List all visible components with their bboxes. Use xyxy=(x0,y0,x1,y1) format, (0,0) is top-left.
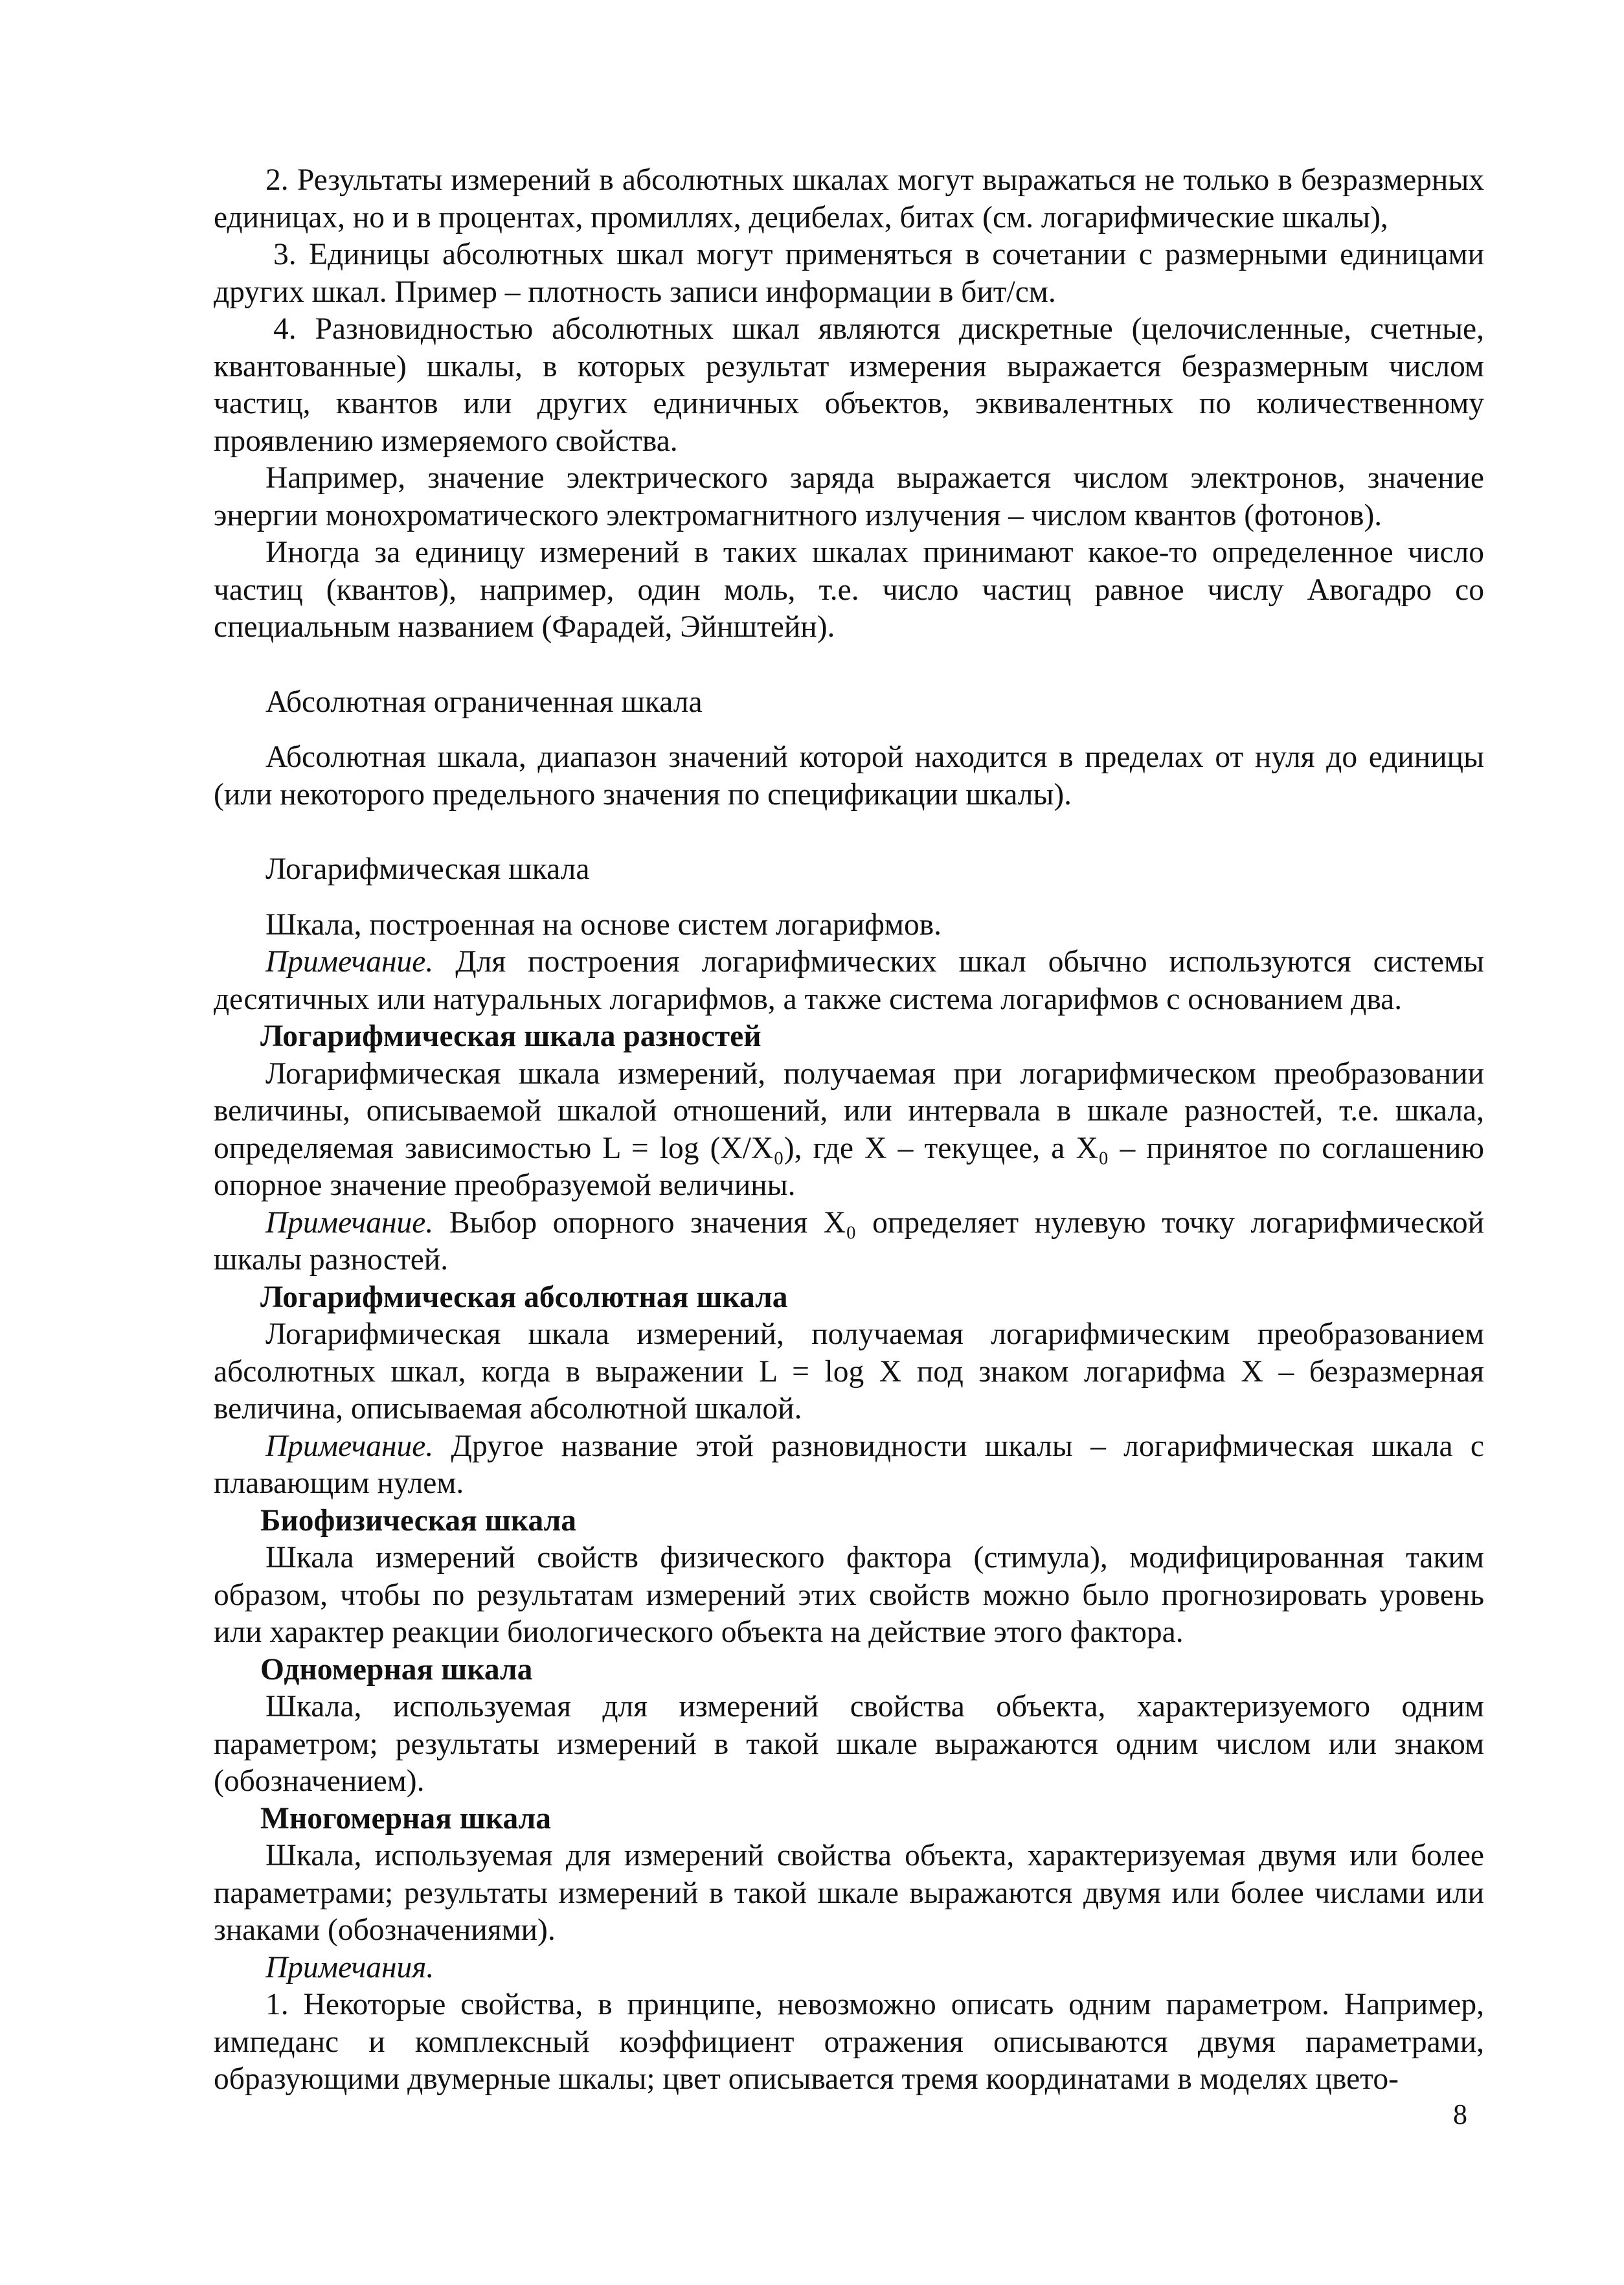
paragraph: Иногда за единицу измерений в таких шкалах принимают какое-то определенное число частиц (квантов), например, один моль, т.е. число частиц равное числу Авогадро со специальным названием (Фарадей, Эйнштейн). xyxy=(214,536,1484,644)
term-title: Логарифмическая абсолютная шкала xyxy=(260,1280,788,1314)
note-paragraph xyxy=(214,1205,1484,1279)
note-paragraph xyxy=(214,1428,1484,1503)
section-heading: Абсолютная ограниченная шкала xyxy=(265,685,703,719)
note-text: Выбор опорного значения X₀ определяет нулевую точку логарифмической шкалы разностей. xyxy=(214,1205,1484,1277)
paragraph: Шкала измерений свойств физического фактора (стимула), модифицированная таким образом, чтобы по результатам измерений этих свойств можно было прогнозировать уровень или характер реакции биологического объекта на действие этого фактора. xyxy=(214,1541,1484,1649)
paragraph: Абсолютная шкала, диапазон значений которой находится в пределах от нуля до единицы (или некоторого предельного значения по спецификации шкалы). xyxy=(214,740,1484,812)
paragraph: Шкала, используемая для измерений свойства объекта, характеризуемая двумя или более параметрами; результаты измерений в такой шкале выражаются двумя или более числами или знаками (обозначениями). xyxy=(214,1839,1484,1947)
paragraph: Шкала, используемая для измерений свойства объекта, характеризуемого одним параметром; результаты измерений в такой шкале выражаются одним числом или знаком (обозначением). xyxy=(214,1690,1484,1798)
paragraph: Шкала, построенная на основе систем логарифмов. xyxy=(265,907,942,942)
page-number: 8 xyxy=(1453,2098,1467,2130)
term-title: Многомерная шкала xyxy=(260,1801,552,1836)
note-label: Примечание. xyxy=(265,1429,434,1463)
note-paragraph xyxy=(214,944,1484,1018)
paragraph: Логарифмическая шкала измерений, получаемая логарифмическим преобразованием абсолютных шкал, когда в выражении L = log X под знаком логарифма X – безразмерная величина, описываемая абсолютной шкалой. xyxy=(214,1317,1484,1426)
paragraph: 3. Единицы абсолютных шкал могут применяться в сочетании с размерными единицами других шкал. Пример – плотность записи информации в бит/см. xyxy=(214,238,1484,309)
paragraph: Логарифмическая шкала измерений, получаемая при логарифмическом преобразовании величины, описываемой шкалой отношений, или интервала в шкале разностей, т.е. шкала, определяемая зависимостью L = log (X/X₀), где X – текущее, а X₀ – принятое по соглашению опорное значение преобразуемой величины. xyxy=(214,1056,1484,1202)
note-label: Примечание. xyxy=(265,1205,434,1240)
note-text: Для построения логарифмических шкал обычно используются системы десятичных или натуральных логарифмов, а также система логарифмов с основанием два. xyxy=(214,945,1484,1016)
paragraph: 4. Разновидностью абсолютных шкал являются дискретные (целочисленные, счетные, квантованные) шкалы, в которых результат измерения выражается безразмерным числом частиц, квантов или других единичных объектов, эквивалентных по количественному проявлению измеряемого свойства. xyxy=(214,312,1484,458)
note-text: Другое название этой разновидности шкалы – логарифмическая шкала с плавающим нулем. xyxy=(214,1429,1484,1500)
paragraph: 1. Некоторые свойства, в принципе, невозможно описать одним параметром. Например, импеданс и комплексный коэффициент отражения описываются двумя параметрами, образующими двумерные шкалы; цвет описывается тремя координатами в моделях цвето- xyxy=(214,1988,1484,2096)
note-label: Примечание. xyxy=(265,945,434,979)
term-title: Одномерная шкала xyxy=(260,1652,533,1687)
term-title: Биофизическая шкала xyxy=(260,1503,577,1538)
notes-heading: Примечания. xyxy=(265,1950,434,1984)
paragraph: 2. Результаты измерений в абсолютных шкалах могут выражаться не только в безразмерных единицах, но и в процентах, промиллях, децибелах, битах (см. логарифмические шкалы), xyxy=(214,163,1484,234)
document-page xyxy=(214,162,1484,2098)
section-heading: Логарифмическая шкала xyxy=(265,852,590,886)
paragraph: Например, значение электрического заряда выражается числом электронов, значение энергии монохроматического электромагнитного излучения – числом квантов (фотонов). xyxy=(214,461,1484,532)
term-title: Логарифмическая шкала разностей xyxy=(260,1019,761,1053)
